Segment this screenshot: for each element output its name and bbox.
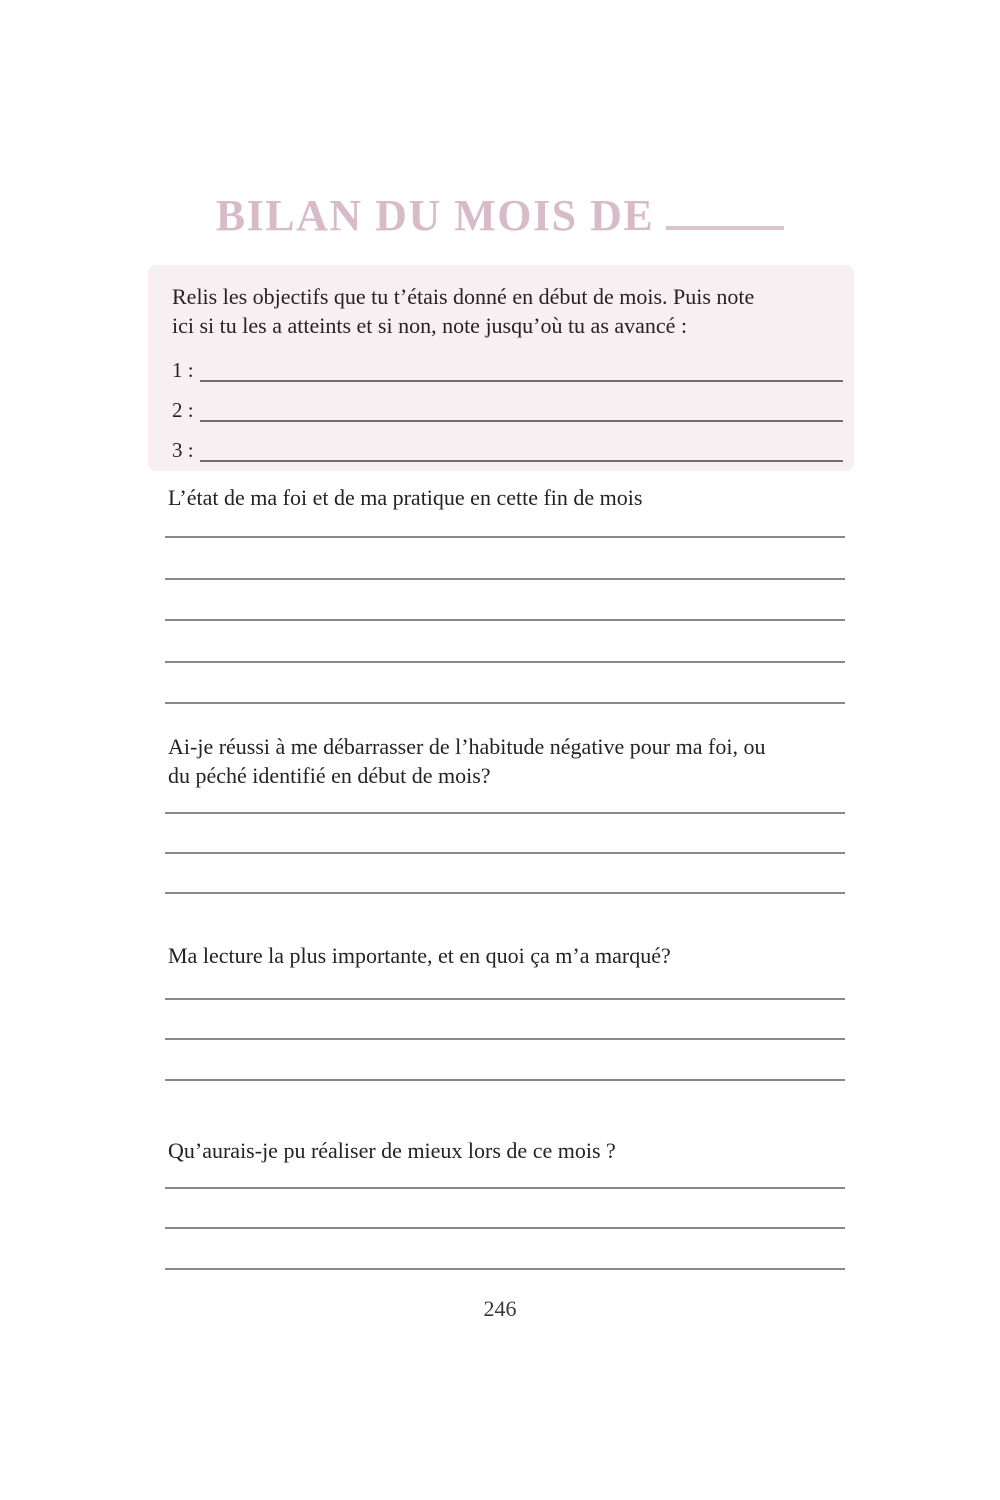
page-title-text: BILAN DU MOIS DE [215,191,655,240]
writing-line [165,619,845,621]
page-number: 246 [483,1296,517,1321]
writing-line [165,998,845,1000]
objective-item-1 [172,352,843,382]
objective-writing-line-2 [200,390,843,422]
objective-number-2: 2 : [172,398,194,422]
objective-item-3 [172,432,843,462]
question-reading: Ma lecture la plus importante, et en quoi ça m’a marqué? [168,943,671,968]
objectives-instructions [172,282,754,340]
writing-line [165,536,845,538]
objective-number-1: 1 : [172,358,194,382]
writing-line [165,852,845,854]
title-blank-line [666,188,784,230]
objectives-instructions-line2: ici si tu les a atteints et si non, note jusqu’où tu as avancé : [172,313,688,338]
writing-line [165,1227,845,1229]
writing-line [165,892,845,894]
objective-writing-line-1 [200,350,843,382]
question-negative-habit-line2: du péché identifié en début de mois? [168,763,491,788]
objectives-box [148,265,854,471]
writing-line [165,1079,845,1081]
question-faith-state: L’état de ma foi et de ma pratique en cette fin de mois [168,485,643,510]
question-negative-habit-line1: Ai-je réussi à me débarrasser de l’habitude négative pour ma foi, ou [168,734,766,759]
writing-line [165,702,845,704]
objectives-instructions-line1: Relis les objectifs que tu t’étais donné en début de mois. Puis note [172,284,755,309]
objective-writing-line-3 [200,430,843,462]
objective-number-3: 3 : [172,438,194,462]
question-negative-habit [168,732,858,790]
page-title [0,188,1000,241]
writing-line [165,578,845,580]
writing-line [165,812,845,814]
question-improvement: Qu’aurais-je pu réaliser de mieux lors de ce mois ? [168,1138,616,1163]
writing-line [165,1038,845,1040]
writing-line [165,1187,845,1189]
objective-item-2 [172,392,843,422]
writing-line [165,1268,845,1270]
writing-line [165,661,845,663]
